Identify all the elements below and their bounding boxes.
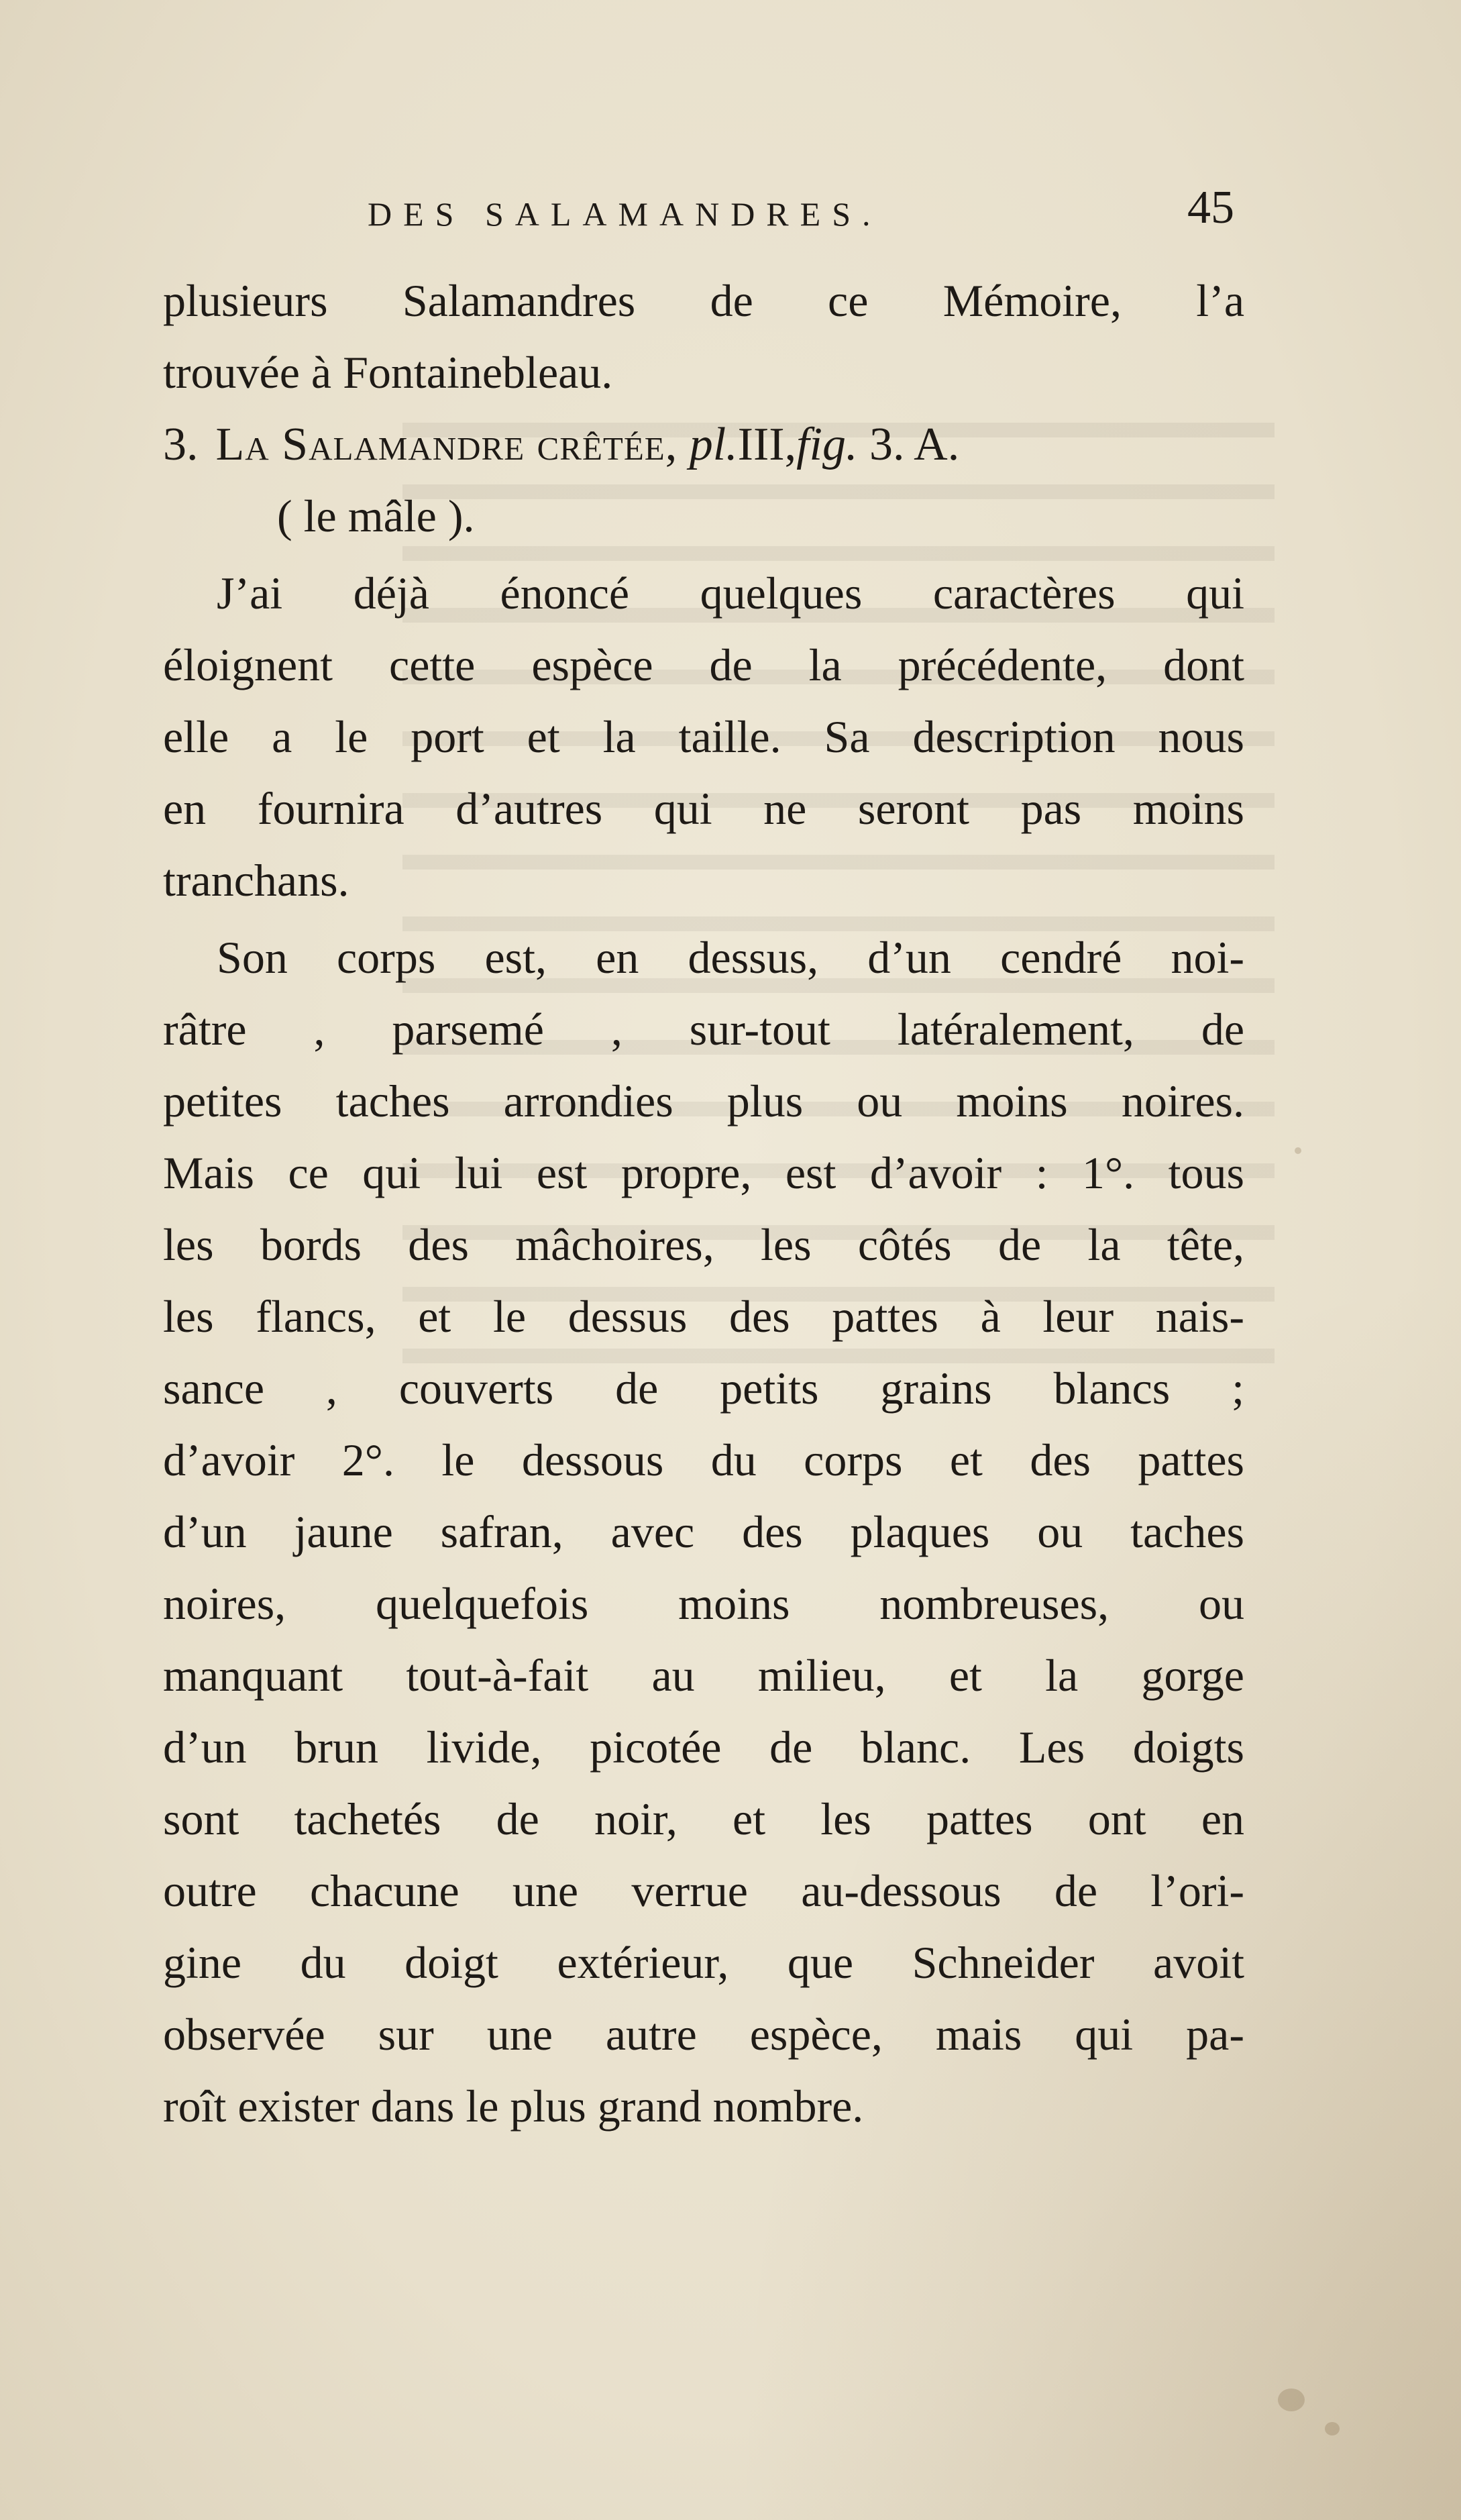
text-line: d’un brun livide, picotée de blanc. Les doigts [163, 1722, 1244, 1773]
text-line: les bords des mâchoires, les côtés de la tête, [163, 1219, 1244, 1270]
fig-number: 3. A. [869, 419, 960, 470]
running-head [0, 176, 1461, 236]
text-line: râtre , parsemé , sur-tout latéralement, de [163, 1004, 1244, 1055]
text-line: outre chacune une verrue au-dessous de l’ori- [163, 1865, 1244, 1916]
text-line: d’un jaune safran, avec des plaques ou taches [163, 1506, 1244, 1557]
running-title: DES SALAMANDRES. [368, 195, 882, 233]
plate-ref: pl. [689, 419, 738, 470]
text-line: gine du doigt extérieur, que Schneider avoit [163, 1937, 1244, 1988]
page-number: 45 [1187, 182, 1234, 233]
text-line: sance , couverts de petits grains blancs ; [163, 1363, 1244, 1414]
text-line: Son corps est, en dessus, d’un cendré noi- [217, 932, 1244, 983]
text-line: en fournira d’autres qui ne seront pas moins [163, 783, 1244, 834]
section-number: 3. [163, 419, 199, 470]
foxing-stain [1295, 1147, 1301, 1154]
text-line: roît exister dans le plus grand nombre. [163, 2081, 864, 2132]
text-line: tranchans. [163, 855, 349, 906]
text-line: éloignent cette espèce de la précédente, dont [163, 639, 1244, 690]
section-title: La Salamandre crêtée, [215, 419, 678, 470]
text-line: observée sur une autre espèce, mais qui pa- [163, 2009, 1244, 2060]
text-line: plusieurs Salamandres de ce Mémoire, l’a [163, 275, 1244, 326]
text-line: noires, quelquefois moins nombreuses, ou [163, 1578, 1244, 1629]
text-line: petites taches arrondies plus ou moins noires. [163, 1075, 1244, 1126]
text-line: manquant tout-à-fait au milieu, et la gorge [163, 1650, 1244, 1701]
text-line: trouvée à Fontainebleau. [163, 347, 613, 398]
foxing-stain [1325, 2422, 1340, 2435]
section-subtitle: ( le mâle ). [277, 490, 475, 541]
foxing-stain [1278, 2388, 1305, 2411]
text-line: J’ai déjà énoncé quelques caractères qui [217, 568, 1244, 619]
plate-number: III, [737, 419, 797, 470]
text-block [163, 265, 1244, 2142]
text-line: sont tachetés de noir, et les pattes ont en [163, 1793, 1244, 1844]
fig-ref: fig. [796, 419, 858, 470]
text-line: les flancs, et le dessus des pattes à leur nais- [163, 1291, 1244, 1342]
text-line: d’avoir 2°. le dessous du corps et des pattes [163, 1434, 1244, 1485]
text-line: Mais ce qui lui est propre, est d’avoir : 1°. tous [163, 1147, 1244, 1198]
text-line: elle a le port et la taille. Sa description nous [163, 711, 1244, 762]
section-heading [163, 409, 1244, 480]
